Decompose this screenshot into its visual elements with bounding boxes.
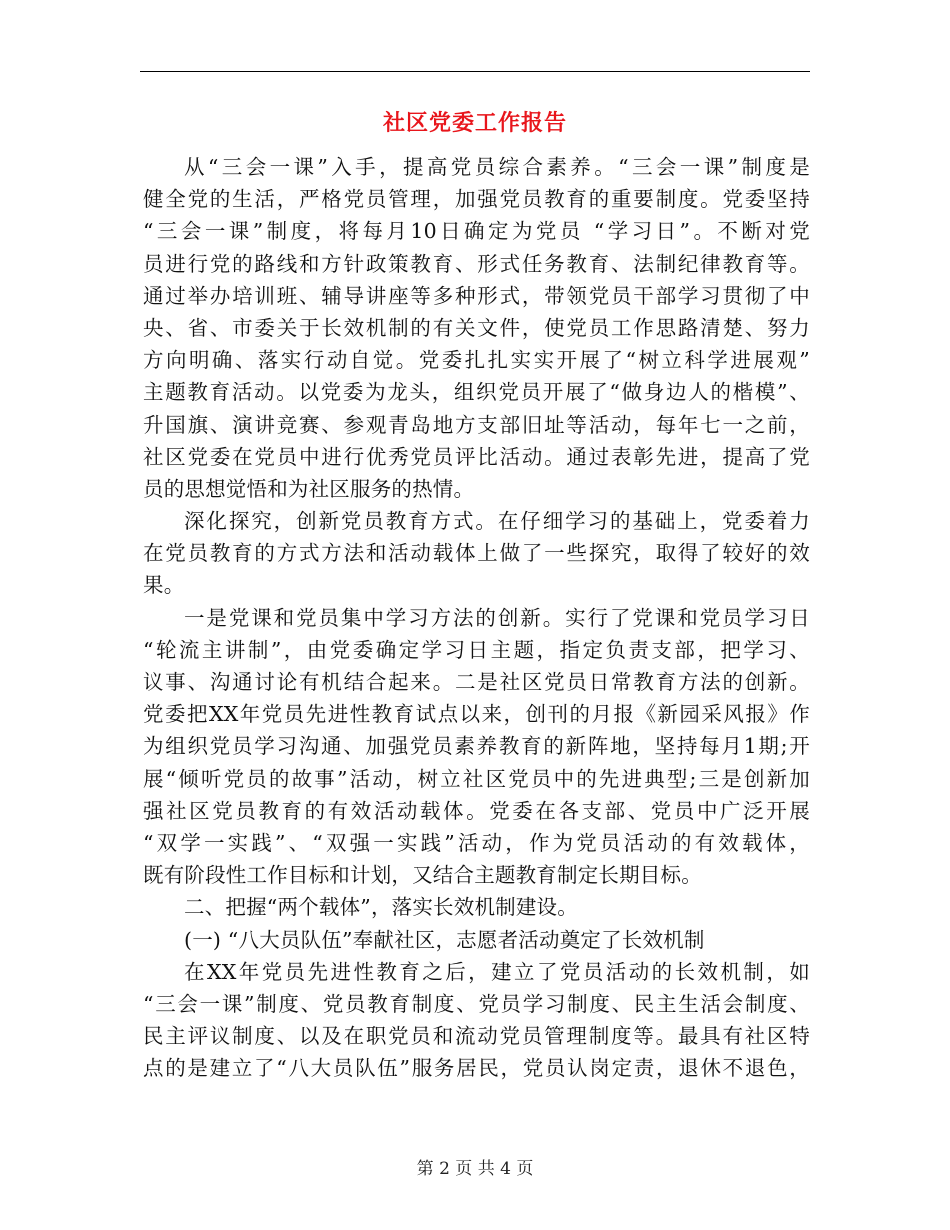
body-line: 党委把XX年党员先进性教育试点以来，创刊的月报《新园采风报》作 [143, 702, 810, 727]
body-line: 通过举办培训班、辅导讲座等多种形式，带领党员干部学习贯彻了中 [143, 283, 810, 308]
header-rule [140, 71, 810, 72]
body-line: 员进行党的路线和方针政策教育、形式任务教育、法制纪律教育等。 [143, 251, 810, 276]
body-line: 深化探究，创新党员教育方式。在仔细学习的基础上，党委着力 [184, 509, 810, 534]
body-line: 点的是建立了“八大员队伍”服务居民，党员认岗定责，退休不退色， [143, 1056, 810, 1081]
body-line: 健全党的生活，严格党员管理，加强党员教育的重要制度。党委坚持 [143, 187, 810, 212]
body-line: 二、把握“两个载体”，落实长效机制建设。 [184, 895, 578, 920]
body-line: 议事、沟通讨论有机结合起来。二是社区党员日常教育方法的创新。 [143, 670, 810, 694]
body-line: 果。 [143, 573, 185, 598]
body-line: 民主评议制度、以及在职党员和流动党员管理制度等。最具有社区特 [143, 1024, 810, 1049]
body-line: 为组织党员学习沟通、加强党员素养教育的新阵地，坚持每月1期;开 [143, 734, 810, 759]
document-body [143, 151, 810, 1084]
body-line: “轮流主讲制”，由党委确定学习日主题，指定负责支部，把学习、 [143, 637, 810, 662]
body-line: 强社区党员教育的有效活动载体。党委在各支部、党员中广泛开展 [143, 798, 810, 823]
body-line: “双学一实践”、“双强一实践”活动，作为党员活动的有效载体， [143, 830, 810, 855]
page-number-label: 第 2 页 共 4 页 [416, 1159, 534, 1179]
body-line: 员的思想觉悟和为社区服务的热情。 [143, 476, 475, 501]
body-line: 在党员教育的方式方法和活动载体上做了一些探究，取得了较好的效 [143, 541, 810, 566]
page-footer [0, 1154, 950, 1179]
body-line: (一) “八大员队伍”奉献社区，志愿者活动奠定了长效机制 [184, 927, 705, 952]
body-line: 方向明确、落实行动自觉。党委扎扎实实开展了“树立科学进展观” [143, 348, 810, 373]
body-line: “三会一课”制度，将每月10日确定为党员 “学习日”。不断对党 [143, 219, 810, 244]
body-line: 一是党课和党员集中学习方法的创新。实行了党课和党员学习日 [184, 605, 810, 630]
body-line: 主题教育活动。以党委为龙头，组织党员开展了“做身边人的楷模”、 [143, 380, 810, 405]
body-line: 社区党委在党员中进行优秀党员评比活动。通过表彰先进，提高了党 [143, 444, 810, 469]
body-line: “三会一课”制度、党员教育制度、党员学习制度、民主生活会制度、 [143, 991, 810, 1016]
body-line: 从“三会一课”入手，提高党员综合素养。“三会一课”制度是 [184, 155, 810, 179]
document-title: 社区党委工作报告 [382, 110, 567, 136]
body-line: 展“倾听党员的故事”活动，树立社区党员中的先进典型;三是创新加 [143, 766, 810, 791]
body-line: 升国旗、演讲竞赛、参观青岛地方支部旧址等活动，每年七一之前， [143, 412, 810, 437]
body-line: 在XX年党员先进性教育之后，建立了党员活动的长效机制，如 [184, 959, 810, 984]
body-line: 既有阶段性工作目标和计划，又结合主题教育制定长期目标。 [143, 863, 702, 888]
body-line: 央、省、市委关于长效机制的有关文件，使党员工作思路清楚、努力 [143, 315, 810, 340]
